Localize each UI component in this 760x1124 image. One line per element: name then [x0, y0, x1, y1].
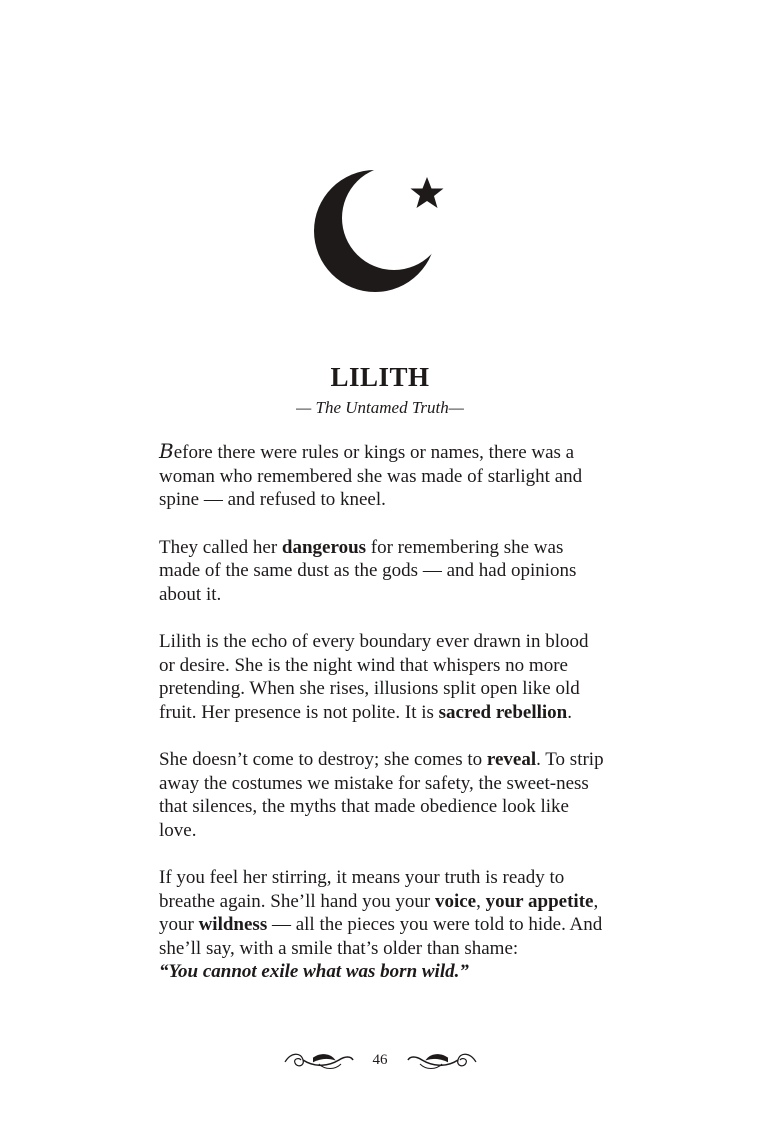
drop-letter: B: [159, 439, 174, 463]
paragraph-1: Before there were rules or kings or names, there was a woman who remembered she was made of starlight and spine — and refused to kneel.: [159, 439, 583, 510]
emphasis-wildness: wildness: [198, 914, 268, 935]
flourish-ornament-left: [283, 1048, 355, 1072]
flourish-ornament-right: [406, 1048, 478, 1072]
closing-quote: “You cannot exile what was born wild.”: [159, 961, 469, 982]
paragraph-2: They called her dangerous for remembering she was made of the same dust as the gods — and had opinions about it.: [159, 536, 577, 605]
emphasis-reveal: reveal: [486, 749, 537, 770]
emphasis-appetite: your appetite: [485, 890, 594, 912]
emphasis-sacred-rebellion: sacred rebellion: [438, 701, 568, 723]
crescent-moon-star-icon: [300, 165, 450, 295]
body-text: [159, 440, 609, 1008]
page-title: LILITH: [330, 362, 430, 392]
page-number: 46: [372, 1051, 388, 1068]
paragraph-4: She doesn’t come to destroy; she comes to reveal. To strip away the costumes we mistake for safety, the sweet-ness that silences, the myths that made obedience look like love.: [159, 749, 604, 841]
page-footer: [0, 1045, 760, 1075]
paragraph-3: Lilith is the echo of every boundary ever drawn in blood or desire. She is the night wind that whispers no more pretending. When she rises, illusions split open like old fruit. Her presence is not polite. It is sacred rebellion.: [159, 631, 589, 723]
emphasis-dangerous: dangerous: [281, 536, 367, 558]
paragraph-5: If you feel her stirring, it means your truth is ready to breathe again. She’ll hand you your voice, your appetite, your wildness — all the pieces you were told to hide. And she’ll say, with a smile that’s older than shame: “You cannot exile what was born wild.”: [159, 866, 609, 984]
page-subtitle: — The Untamed Truth—: [296, 398, 464, 417]
emphasis-voice: voice: [434, 890, 477, 912]
